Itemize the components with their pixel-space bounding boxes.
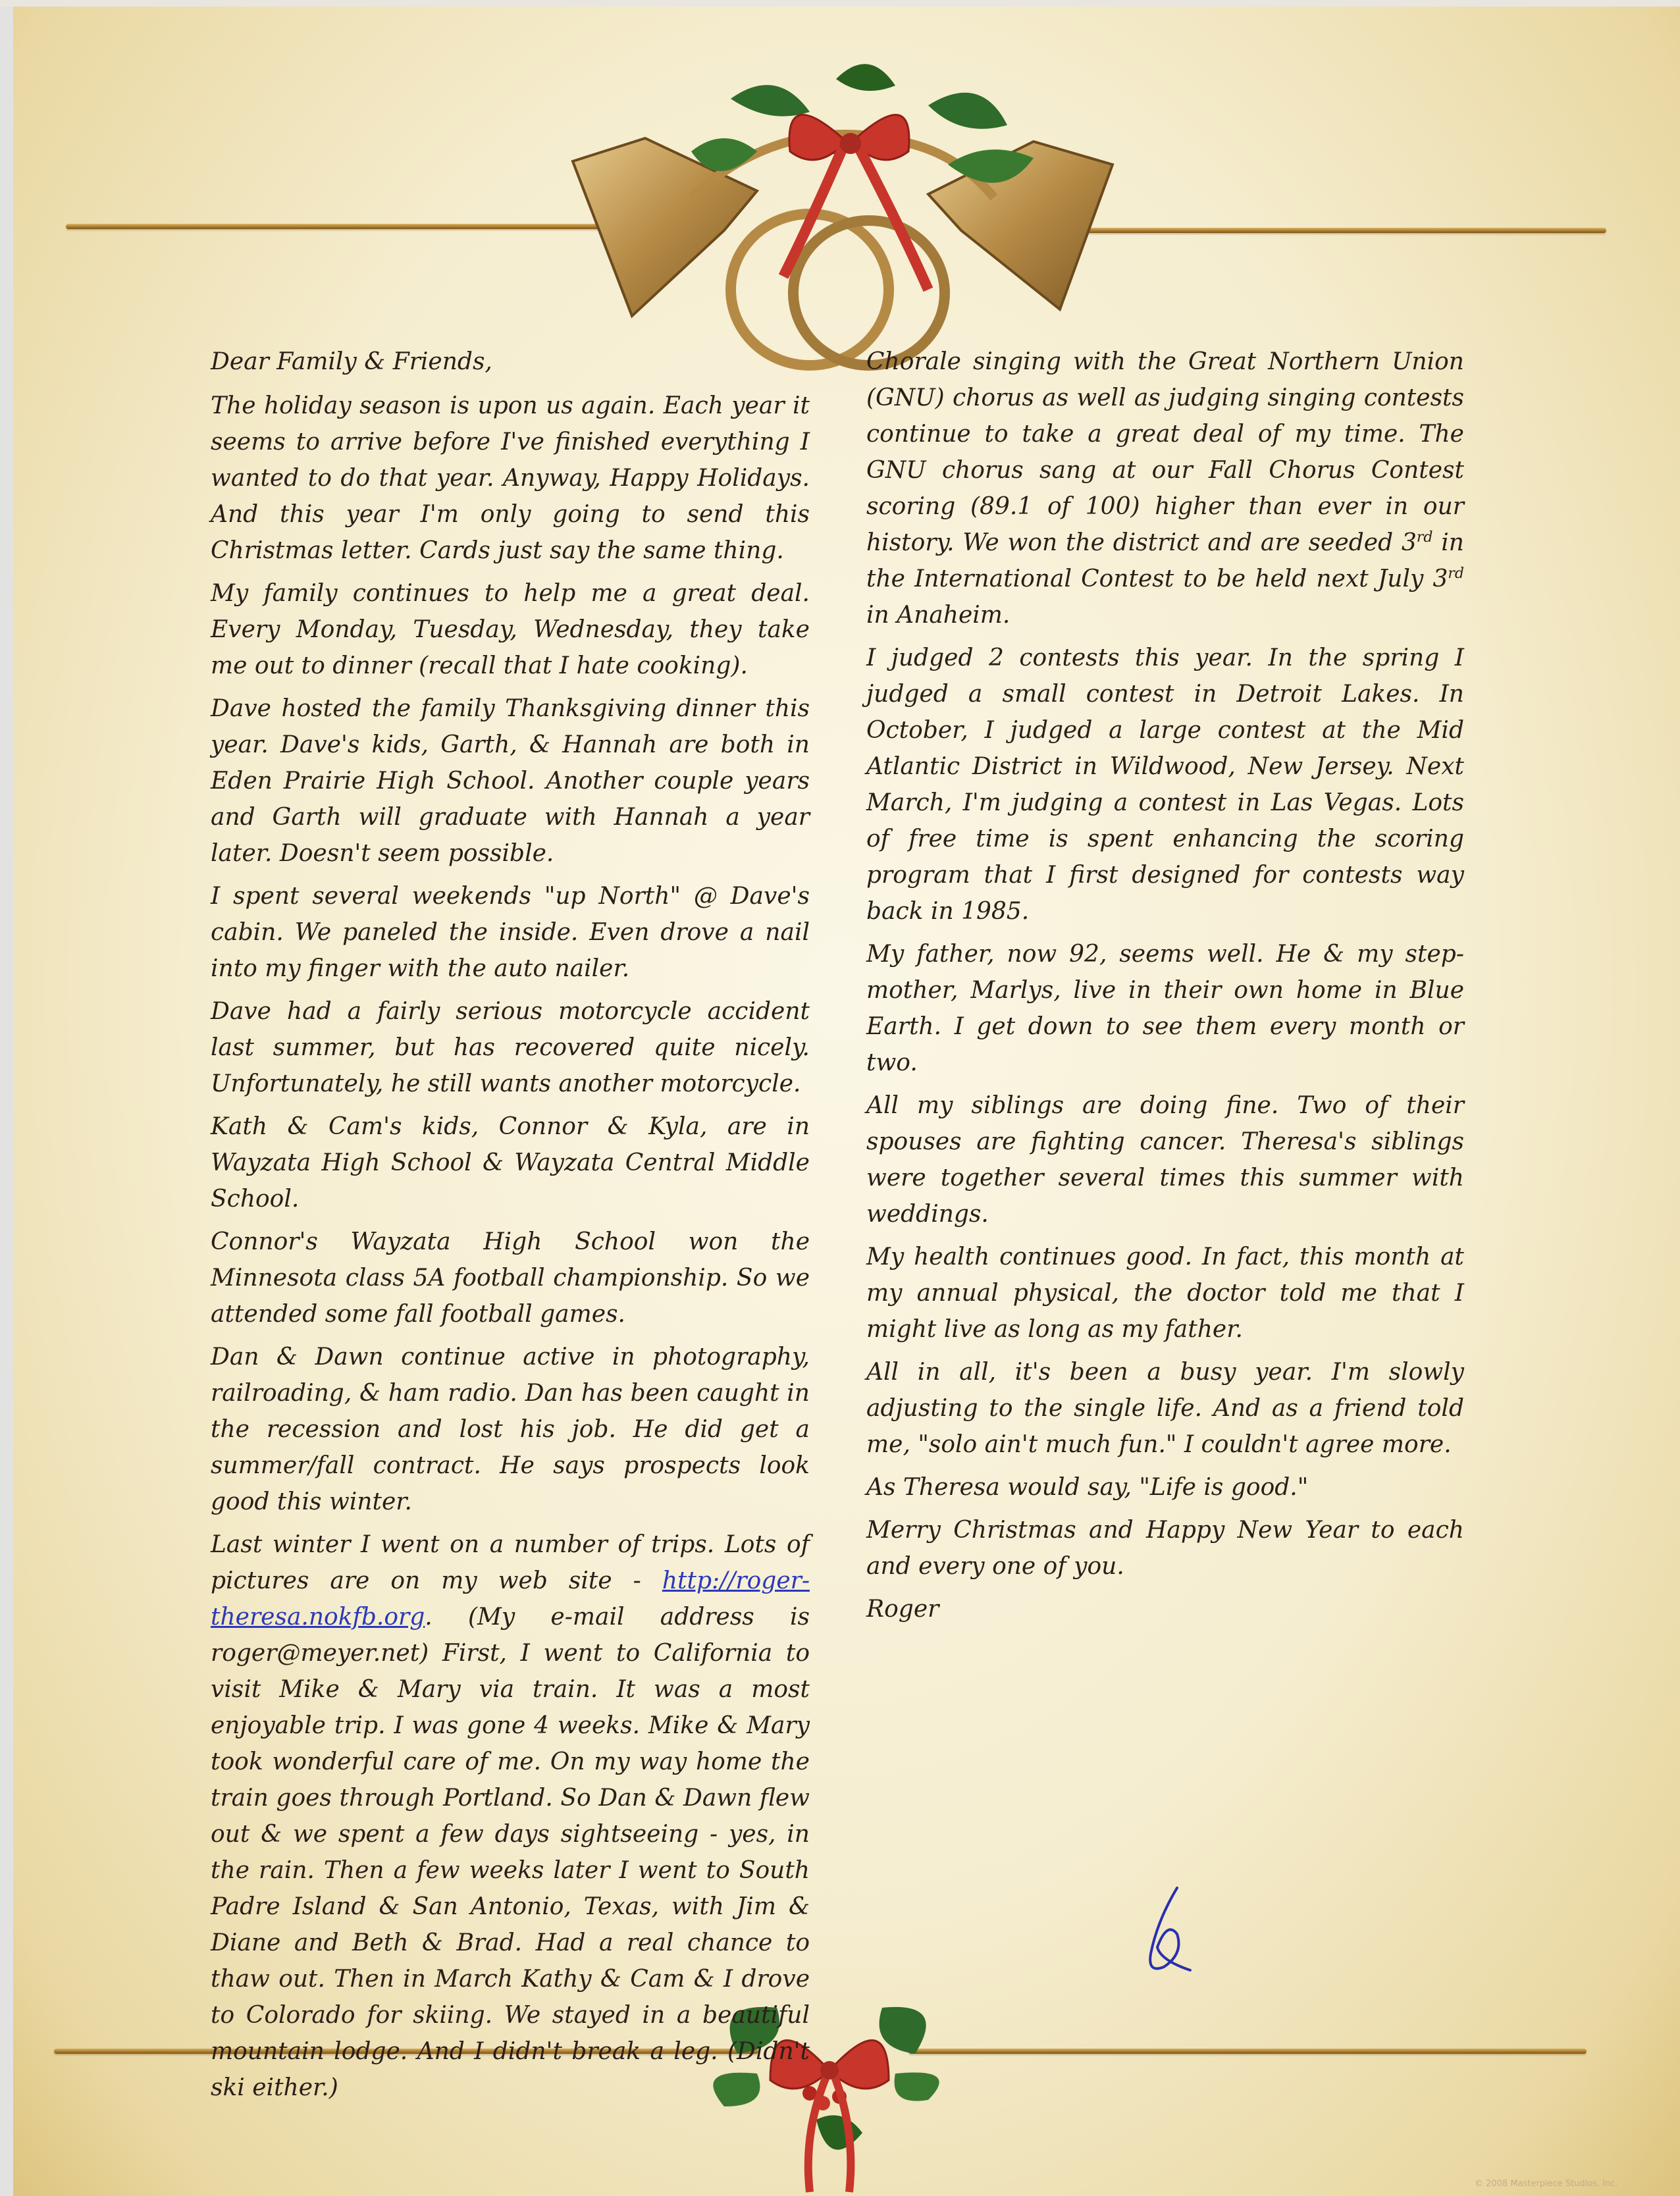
ordinal-superscript: rd (1416, 529, 1433, 546)
horns-with-holly-and-bow-icon (560, 39, 1126, 375)
copyright-notice: © 2008 Masterpiece Studios, Inc. (1475, 2179, 1618, 2189)
paragraph-chorale (866, 344, 1464, 633)
paragraph-family-help: My family continues to help me a great deal. Every Monday, Tuesday, Wednesday, they take me out to dinner (recall that I hate cooking). (211, 580, 810, 679)
paragraph-football: Connor's Wayzata High School won the Minnesota class 5A football championship. So we attended some fall football games. (211, 1228, 810, 1328)
trips-rest-text: . (My e-mail address is roger@meyer.net) First, I went to California to visit Mike & Mary via train. It was a most enjoyable trip. I was gone 4 weeks. Mike & Mary took wonderful care of me. On my way home the train goes through Portland. So Dan & Dawn flew out & we spent a few days sightseeing - yes, in the rain. Then a few weeks later I went to South Padre Island & San Antonio, Texas, with Jim & Diane and Beth & Brad. Had a real chance to thaw out. Then in March Kathy & Cam & I drove to Colorado for skiing. We stayed in a beautiful mountain lodge. And I didn't break a leg. (Didn't ski either.) (211, 1604, 810, 2101)
handwritten-signature (1131, 1881, 1203, 1980)
paragraph-dan-dawn: Dan & Dawn continue active in photography, railroading, & ham radio. Dan has been caught in the recession and lost his job. He did get a summer/fall contract. He says prospects look good this winter. (211, 1344, 810, 1515)
gold-rule-top-left (66, 224, 606, 229)
paragraph-single-life: All in all, it's been a busy year. I'm slowly adjusting to the single life. And as a friend told me, "solo ain't much fun." I couldn't agree more. (866, 1359, 1464, 1458)
paragraph-holiday-wishes: Merry Christmas and Happy New Year to each and every one of you. (866, 1517, 1464, 1580)
scan-edge-left (0, 0, 13, 2196)
paragraph-health: My health continues good. In fact, this month at my annual physical, the doctor told me that I might live as long as my father. (866, 1243, 1464, 1343)
chorale-text-start: Chorale singing with the Great Northern Union (GNU) chorus as well as judging singing contests continue to take a great deal of my time. The GNU chorus sang at our Fall Chorus Contest scoring (89.1 of 100) higher than ever in our history. We won the district and are seeded 3 (866, 348, 1464, 556)
trips-intro-text: Last winter I went on a number of trips. Lots of pictures are on my web site - (211, 1531, 810, 1594)
chorale-text-middle: in the International Contest to be held next July 3 (866, 529, 1464, 592)
gold-rule-top-right (1080, 228, 1606, 233)
letter-sign-off: Roger (866, 1596, 939, 1623)
paragraph-kath-cam-kids: Kath & Cam's kids, Connor & Kyla, are in Wayzata High School & Wayzata Central Middle School. (211, 1113, 810, 1213)
letter-column-right (866, 344, 1464, 1634)
web-site-link[interactable]: http://roger-theresa.nokfb.org (211, 1567, 810, 1631)
paragraph-thanksgiving: Dave hosted the family Thanksgiving dinner this year. Dave's kids, Garth, & Hannah are both in Eden Prairie High School. Another couple years and Garth will graduate with Hannah a year later. Doesn't seem possible. (211, 695, 810, 867)
ordinal-superscript: rd (1448, 565, 1464, 582)
chorale-text-end: in Anaheim. (866, 602, 1011, 629)
gold-rule-bottom-right (908, 2049, 1587, 2054)
paragraph-judging: I judged 2 contests this year. In the spring I judged a small contest in Detroit Lakes. In October, I judged a large contest at the Mid Atlantic District in Wildwood, New Jersey. Next March, I'm judging a contest in Las Vegas. Lots of free time is spent enhancing the scoring program that I first designed for contests way back in 1985. (866, 644, 1464, 925)
paragraph-life-is-good: As Theresa would say, "Life is good." (866, 1474, 1309, 1501)
paragraph-holiday-intro: The holiday season is upon us again. Each year it seems to arrive before I've finished everything I wanted to do that year. Anyway, Happy Holidays. And this year I'm only going to send this Christmas letter. Cards just say the same thing. (211, 392, 810, 564)
paragraph-father: My father, now 92, seems well. He & my step-mother, Marlys, live in their own home in Blue Earth. I get down to see them every month or two. (866, 941, 1464, 1076)
letter-column-left (211, 344, 810, 2112)
letter-greeting: Dear Family & Friends, (211, 348, 492, 375)
paragraph-siblings: All my siblings are doing fine. Two of their spouses are fighting cancer. Theresa's siblings were together several times this summer with weddings. (866, 1092, 1464, 1228)
paragraph-cabin: I spent several weekends "up North" @ Dave's cabin. We paneled the inside. Even drove a nail into my finger with the auto nailer. (211, 883, 810, 982)
scan-edge-top (0, 0, 1680, 7)
paragraph-motorcycle: Dave had a fairly serious motorcycle accident last summer, but has recovered quite nicely. Unfortunately, he still wants another motorcycle. (211, 998, 810, 1097)
paragraph-trips (211, 1527, 810, 2106)
